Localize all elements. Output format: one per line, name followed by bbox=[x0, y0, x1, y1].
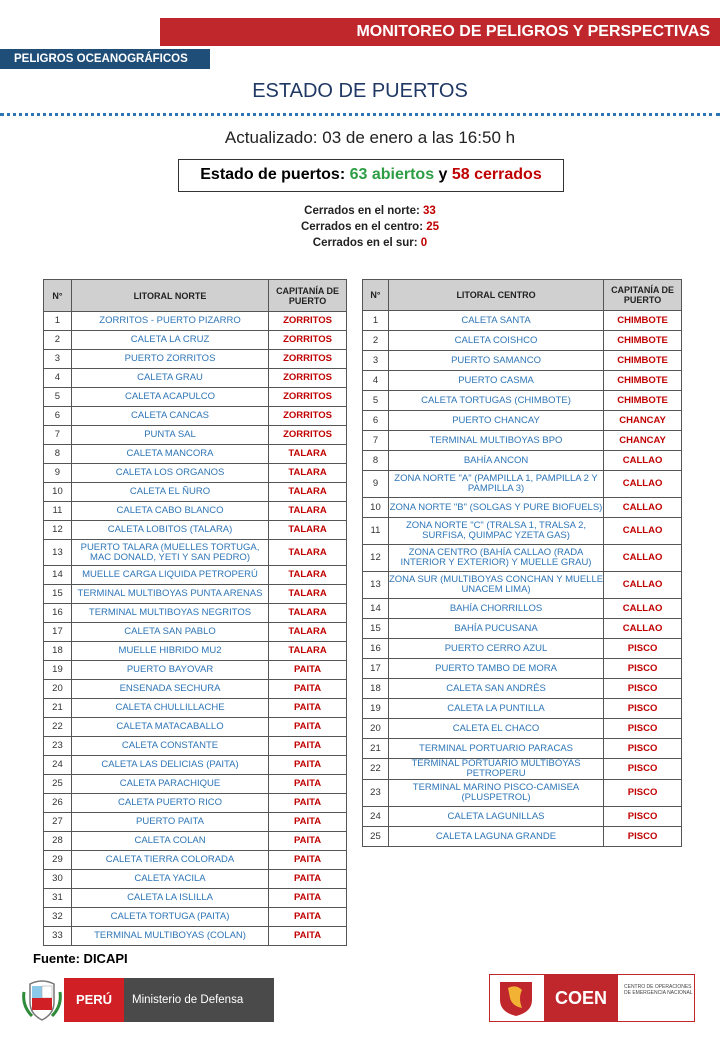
row-number: 24 bbox=[363, 807, 389, 827]
row-number: 31 bbox=[44, 889, 72, 908]
closed-by-region bbox=[0, 203, 720, 251]
table-row bbox=[363, 311, 682, 331]
row-number: 1 bbox=[44, 312, 72, 331]
table-row bbox=[44, 832, 347, 851]
row-number: 7 bbox=[44, 426, 72, 445]
table-litoral-centro bbox=[362, 279, 682, 847]
table-row bbox=[44, 312, 347, 331]
row-number: 3 bbox=[44, 350, 72, 369]
port-name: CALETA MANCORA bbox=[71, 445, 268, 464]
capitania: TALARA bbox=[269, 585, 347, 604]
port-name: TERMINAL MULTIBOYAS PUNTA ARENAS bbox=[71, 585, 268, 604]
row-number: 17 bbox=[363, 659, 389, 679]
capitania: PAITA bbox=[269, 870, 347, 889]
table-row bbox=[44, 483, 347, 502]
open-count: 63 abiertos bbox=[349, 166, 435, 183]
row-number: 27 bbox=[44, 813, 72, 832]
col-header-litoral: LITORAL NORTE bbox=[71, 280, 268, 312]
row-number: 7 bbox=[363, 431, 389, 451]
capitania: PAITA bbox=[269, 832, 347, 851]
row-number: 23 bbox=[363, 780, 389, 807]
capitania: PAITA bbox=[269, 680, 347, 699]
port-name: CALETA PUERTO RICO bbox=[71, 794, 268, 813]
capitania: PISCO bbox=[604, 639, 682, 659]
table-row bbox=[44, 851, 347, 870]
capitania: PAITA bbox=[269, 718, 347, 737]
port-name: CALETA COLAN bbox=[71, 832, 268, 851]
row-number: 9 bbox=[44, 464, 72, 483]
capitania: CHIMBOTE bbox=[604, 311, 682, 331]
capitania: CHIMBOTE bbox=[604, 371, 682, 391]
capitania: PAITA bbox=[269, 661, 347, 680]
row-number: 2 bbox=[44, 331, 72, 350]
coen-logo bbox=[489, 974, 695, 1022]
table-row bbox=[44, 908, 347, 927]
capitania: TALARA bbox=[269, 483, 347, 502]
capitania: ZORRITOS bbox=[269, 426, 347, 445]
capitania: PISCO bbox=[604, 759, 682, 780]
closed-count: 58 cerrados bbox=[451, 166, 542, 183]
row-number: 10 bbox=[363, 498, 389, 518]
table-row bbox=[44, 426, 347, 445]
header-banner: MONITOREO DE PELIGROS Y PERSPECTIVAS bbox=[160, 18, 720, 46]
closed-north: Cerrados en el norte: 33 bbox=[304, 205, 436, 217]
port-name: PUNTA SAL bbox=[71, 426, 268, 445]
table-litoral-norte bbox=[43, 279, 347, 946]
table-row bbox=[363, 659, 682, 679]
capitania: PAITA bbox=[269, 756, 347, 775]
table-row bbox=[363, 451, 682, 471]
port-name: TERMINAL PORTUARIO PARACAS bbox=[388, 739, 603, 759]
table-row bbox=[44, 585, 347, 604]
capitania: CALLAO bbox=[604, 599, 682, 619]
capitania: PISCO bbox=[604, 679, 682, 699]
row-number: 23 bbox=[44, 737, 72, 756]
table-row bbox=[363, 351, 682, 371]
col-header-capitania: CAPITANÍA DE PUERTO bbox=[604, 280, 682, 311]
table-row bbox=[44, 407, 347, 426]
row-number: 12 bbox=[44, 521, 72, 540]
row-number: 21 bbox=[363, 739, 389, 759]
row-number: 17 bbox=[44, 623, 72, 642]
row-number: 20 bbox=[363, 719, 389, 739]
table-row bbox=[44, 870, 347, 889]
capitania: CALLAO bbox=[604, 451, 682, 471]
port-name: PUERTO ZORRITOS bbox=[71, 350, 268, 369]
port-name: PUERTO SAMANCO bbox=[388, 351, 603, 371]
row-number: 26 bbox=[44, 794, 72, 813]
capitania: PAITA bbox=[269, 794, 347, 813]
capitania: ZORRITOS bbox=[269, 350, 347, 369]
capitania: PISCO bbox=[604, 827, 682, 847]
source-credit: Fuente: DICAPI bbox=[33, 951, 128, 966]
port-name: CALETA LAS DELICIAS (PAITA) bbox=[71, 756, 268, 775]
row-number: 11 bbox=[44, 502, 72, 521]
port-name: MUELLE HIBRIDO MU2 bbox=[71, 642, 268, 661]
table-row bbox=[363, 471, 682, 498]
port-name: ZONA CENTRO (BAHÍA CALLAO (RADA INTERIOR Y EXTERIOR) Y MUELLE GRAU) bbox=[388, 545, 603, 572]
capitania: PAITA bbox=[269, 889, 347, 908]
summary-prefix: Estado de puertos: bbox=[200, 166, 350, 183]
capitania: PAITA bbox=[269, 699, 347, 718]
port-name: CALETA EL ÑURO bbox=[71, 483, 268, 502]
port-name: PUERTO CASMA bbox=[388, 371, 603, 391]
capitania: CALLAO bbox=[604, 518, 682, 545]
row-number: 8 bbox=[363, 451, 389, 471]
capitania: ZORRITOS bbox=[269, 369, 347, 388]
capitania: PISCO bbox=[604, 659, 682, 679]
updated-timestamp: Actualizado: 03 de enero a las 16:50 h bbox=[224, 128, 516, 147]
capitania: CALLAO bbox=[604, 572, 682, 599]
summary-joiner: y bbox=[434, 166, 452, 183]
table-row bbox=[44, 718, 347, 737]
row-number: 22 bbox=[44, 718, 72, 737]
row-number: 2 bbox=[363, 331, 389, 351]
capitania: CHANCAY bbox=[604, 411, 682, 431]
row-number: 24 bbox=[44, 756, 72, 775]
port-name: TERMINAL PORTUARIO MULTIBOYAS PETROPERU bbox=[388, 759, 603, 780]
table-row bbox=[44, 756, 347, 775]
port-name: CALETA CHULLILLACHE bbox=[71, 699, 268, 718]
row-number: 29 bbox=[44, 851, 72, 870]
capitania: CHIMBOTE bbox=[604, 331, 682, 351]
capitania: PAITA bbox=[269, 851, 347, 870]
table-row bbox=[44, 794, 347, 813]
port-name: CALETA EL CHACO bbox=[388, 719, 603, 739]
port-name: CALETA SAN PABLO bbox=[71, 623, 268, 642]
ministerio-defensa-logo bbox=[22, 978, 252, 1022]
table-row bbox=[363, 619, 682, 639]
table-row bbox=[44, 680, 347, 699]
table-row bbox=[363, 679, 682, 699]
port-name: CALETA CABO BLANCO bbox=[71, 502, 268, 521]
table-row bbox=[44, 737, 347, 756]
table-row bbox=[44, 927, 347, 946]
section-tag: PELIGROS OCEANOGRÁFICOS bbox=[0, 49, 210, 69]
row-number: 13 bbox=[363, 572, 389, 599]
row-number: 18 bbox=[363, 679, 389, 699]
table-row bbox=[44, 350, 347, 369]
row-number: 4 bbox=[44, 369, 72, 388]
row-number: 13 bbox=[44, 540, 72, 566]
port-name: CALETA ACAPULCO bbox=[71, 388, 268, 407]
table-row bbox=[363, 827, 682, 847]
port-name: CALETA COISHCO bbox=[388, 331, 603, 351]
table-row bbox=[44, 813, 347, 832]
col-header-number: N° bbox=[363, 280, 389, 311]
port-name: CALETA LOBITOS (TALARA) bbox=[71, 521, 268, 540]
capitania: TALARA bbox=[269, 464, 347, 483]
row-number: 14 bbox=[44, 566, 72, 585]
table-row bbox=[363, 331, 682, 351]
port-name: CALETA LAGUNA GRANDE bbox=[388, 827, 603, 847]
capitania: PAITA bbox=[269, 737, 347, 756]
capitania: PISCO bbox=[604, 739, 682, 759]
row-number: 16 bbox=[44, 604, 72, 623]
row-number: 14 bbox=[363, 599, 389, 619]
table-row bbox=[44, 623, 347, 642]
capitania: CALLAO bbox=[604, 498, 682, 518]
port-name: CALETA GRAU bbox=[71, 369, 268, 388]
row-number: 25 bbox=[44, 775, 72, 794]
row-number: 6 bbox=[363, 411, 389, 431]
port-name: CALETA SAN ANDRÉS bbox=[388, 679, 603, 699]
port-name: TERMINAL MULTIBOYAS NEGRITOS bbox=[71, 604, 268, 623]
col-header-number: N° bbox=[44, 280, 72, 312]
capitania: ZORRITOS bbox=[269, 331, 347, 350]
capitania: CALLAO bbox=[604, 471, 682, 498]
port-name: CALETA TIERRA COLORADA bbox=[71, 851, 268, 870]
row-number: 22 bbox=[363, 759, 389, 780]
row-number: 19 bbox=[363, 699, 389, 719]
row-number: 32 bbox=[44, 908, 72, 927]
page-title: ESTADO DE PUERTOS bbox=[252, 80, 468, 102]
capitania: PISCO bbox=[604, 699, 682, 719]
row-number: 1 bbox=[363, 311, 389, 331]
port-name: PUERTO TALARA (MUELLES TORTUGA, MAC DONALD, YETI Y SAN PEDRO) bbox=[71, 540, 268, 566]
table-row bbox=[363, 545, 682, 572]
coen-subtitle: CENTRO DE OPERACIONES DE EMERGENCIA NACIONAL bbox=[624, 984, 693, 996]
table-row bbox=[363, 699, 682, 719]
row-number: 11 bbox=[363, 518, 389, 545]
row-number: 10 bbox=[44, 483, 72, 502]
port-name: ZONA NORTE "C" (TRALSA 1, TRALSA 2, SURFISA, QUIMPAC YZETA GAS) bbox=[388, 518, 603, 545]
port-name: BAHÍA ANCON bbox=[388, 451, 603, 471]
port-name: ZORRITOS - PUERTO PIZARRO bbox=[71, 312, 268, 331]
peru-coat-of-arms-icon bbox=[22, 978, 62, 1022]
table-row bbox=[44, 388, 347, 407]
port-name: ENSENADA SECHURA bbox=[71, 680, 268, 699]
row-number: 19 bbox=[44, 661, 72, 680]
row-number: 33 bbox=[44, 927, 72, 946]
capitania: PAITA bbox=[269, 927, 347, 946]
closed-south: Cerrados en el sur: 0 bbox=[312, 237, 428, 249]
port-name: CALETA PARACHIQUE bbox=[71, 775, 268, 794]
row-number: 25 bbox=[363, 827, 389, 847]
row-number: 28 bbox=[44, 832, 72, 851]
table-row bbox=[44, 540, 347, 566]
table-row bbox=[44, 521, 347, 540]
port-name: CALETA LOS ORGANOS bbox=[71, 464, 268, 483]
coen-label: COEN bbox=[544, 975, 618, 1021]
row-number: 30 bbox=[44, 870, 72, 889]
row-number: 12 bbox=[363, 545, 389, 572]
table-row bbox=[363, 639, 682, 659]
table-row bbox=[363, 780, 682, 807]
row-number: 6 bbox=[44, 407, 72, 426]
capitania: CALLAO bbox=[604, 545, 682, 572]
table-row bbox=[363, 572, 682, 599]
capitania: PAITA bbox=[269, 813, 347, 832]
port-name: ZONA NORTE "B" (SOLGAS Y PURE BIOFUELS) bbox=[388, 498, 603, 518]
port-name: PUERTO BAYOVAR bbox=[71, 661, 268, 680]
row-number: 16 bbox=[363, 639, 389, 659]
table-row bbox=[363, 411, 682, 431]
coen-emblem-icon bbox=[494, 978, 538, 1018]
port-name: CALETA TORTUGAS (CHIMBOTE) bbox=[388, 391, 603, 411]
row-number: 8 bbox=[44, 445, 72, 464]
capitania: TALARA bbox=[269, 540, 347, 566]
capitania: CHANCAY bbox=[604, 431, 682, 451]
capitania: PAITA bbox=[269, 775, 347, 794]
port-name: CALETA YACILA bbox=[71, 870, 268, 889]
port-name: CALETA LA CRUZ bbox=[71, 331, 268, 350]
capitania: CALLAO bbox=[604, 619, 682, 639]
capitania: PISCO bbox=[604, 719, 682, 739]
dotted-divider bbox=[0, 113, 720, 116]
port-name: ZONA NORTE "A" (PAMPILLA 1, PAMPILLA 2 Y PAMPILLA 3) bbox=[388, 471, 603, 498]
table-row bbox=[363, 759, 682, 780]
port-name: CALETA TORTUGA (PAITA) bbox=[71, 908, 268, 927]
row-number: 15 bbox=[44, 585, 72, 604]
table-row bbox=[44, 331, 347, 350]
table-row bbox=[363, 518, 682, 545]
table-row bbox=[44, 566, 347, 585]
capitania: TALARA bbox=[269, 623, 347, 642]
row-number: 9 bbox=[363, 471, 389, 498]
table-row bbox=[44, 604, 347, 623]
table-row bbox=[363, 807, 682, 827]
table-row bbox=[363, 719, 682, 739]
table-row bbox=[44, 661, 347, 680]
ports-summary-box bbox=[178, 159, 564, 192]
port-name: BAHÍA PUCUSANA bbox=[388, 619, 603, 639]
port-name: CALETA LAGUNILLAS bbox=[388, 807, 603, 827]
port-name: CALETA LA ISLILLA bbox=[71, 889, 268, 908]
row-number: 3 bbox=[363, 351, 389, 371]
capitania: TALARA bbox=[269, 642, 347, 661]
table-row bbox=[363, 431, 682, 451]
capitania: CHIMBOTE bbox=[604, 351, 682, 371]
capitania: ZORRITOS bbox=[269, 312, 347, 331]
table-row bbox=[44, 889, 347, 908]
row-number: 5 bbox=[363, 391, 389, 411]
col-header-capitania: CAPITANÍA DE PUERTO bbox=[269, 280, 347, 312]
port-name: TERMINAL MULTIBOYAS BPO bbox=[388, 431, 603, 451]
port-name: PUERTO CERRO AZUL bbox=[388, 639, 603, 659]
capitania: PISCO bbox=[604, 780, 682, 807]
capitania: TALARA bbox=[269, 502, 347, 521]
table-row bbox=[363, 599, 682, 619]
table-row bbox=[44, 445, 347, 464]
port-name: MUELLE CARGA LIQUIDA PETROPERÚ bbox=[71, 566, 268, 585]
table-row bbox=[363, 739, 682, 759]
port-name: CALETA SANTA bbox=[388, 311, 603, 331]
capitania: TALARA bbox=[269, 521, 347, 540]
capitania: CHIMBOTE bbox=[604, 391, 682, 411]
port-name: CALETA LA PUNTILLA bbox=[388, 699, 603, 719]
port-name: ZONA SUR (MULTIBOYAS CONCHAN Y MUELLE UNACEM LIMA) bbox=[388, 572, 603, 599]
table-row bbox=[44, 369, 347, 388]
capitania: ZORRITOS bbox=[269, 388, 347, 407]
row-number: 4 bbox=[363, 371, 389, 391]
table-row bbox=[363, 371, 682, 391]
table-row bbox=[44, 502, 347, 521]
row-number: 15 bbox=[363, 619, 389, 639]
capitania: TALARA bbox=[269, 604, 347, 623]
table-row bbox=[363, 498, 682, 518]
table-row bbox=[44, 699, 347, 718]
port-name: CALETA CONSTANTE bbox=[71, 737, 268, 756]
row-number: 5 bbox=[44, 388, 72, 407]
ministry-label: Ministerio de Defensa bbox=[124, 978, 274, 1022]
capitania: TALARA bbox=[269, 566, 347, 585]
port-name: TERMINAL MULTIBOYAS (COLAN) bbox=[71, 927, 268, 946]
capitania: TALARA bbox=[269, 445, 347, 464]
row-number: 18 bbox=[44, 642, 72, 661]
table-row bbox=[44, 642, 347, 661]
port-name: PUERTO TAMBO DE MORA bbox=[388, 659, 603, 679]
port-name: CALETA MATACABALLO bbox=[71, 718, 268, 737]
capitania: PAITA bbox=[269, 908, 347, 927]
table-row bbox=[363, 391, 682, 411]
row-number: 21 bbox=[44, 699, 72, 718]
capitania: ZORRITOS bbox=[269, 407, 347, 426]
closed-center: Cerrados en el centro: 25 bbox=[300, 221, 440, 233]
table-row bbox=[44, 775, 347, 794]
port-name: PUERTO PAITA bbox=[71, 813, 268, 832]
peru-label: PERÚ bbox=[64, 978, 124, 1022]
port-name: TERMINAL MARINO PISCO-CAMISEA (PLUSPETROL) bbox=[388, 780, 603, 807]
port-name: BAHÍA CHORRILLOS bbox=[388, 599, 603, 619]
table-row bbox=[44, 464, 347, 483]
col-header-litoral: LITORAL CENTRO bbox=[388, 280, 603, 311]
port-name: CALETA CANCAS bbox=[71, 407, 268, 426]
capitania: PISCO bbox=[604, 807, 682, 827]
port-name: PUERTO CHANCAY bbox=[388, 411, 603, 431]
row-number: 20 bbox=[44, 680, 72, 699]
